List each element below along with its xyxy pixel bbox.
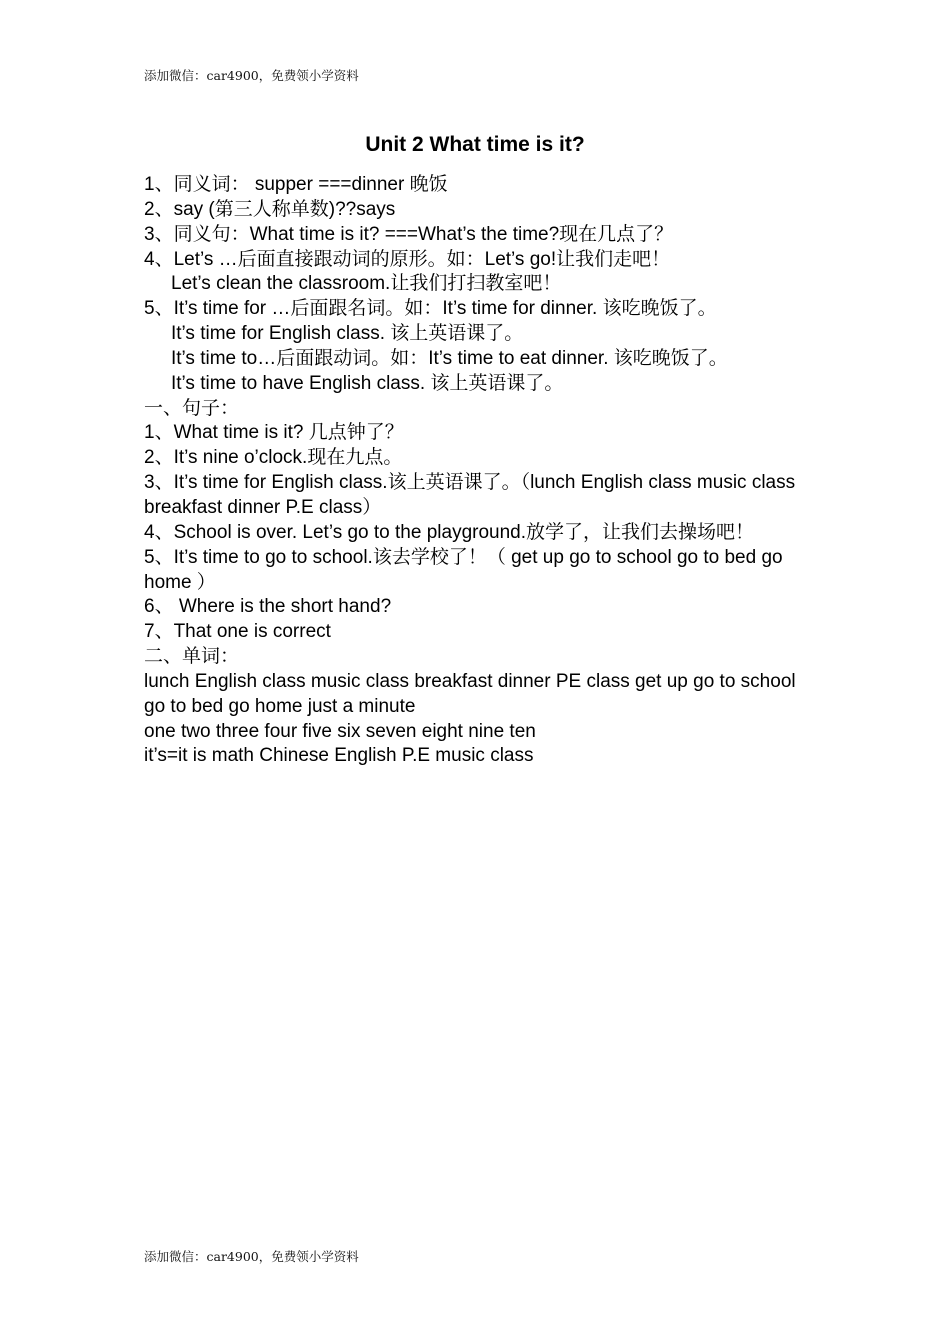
section-heading-sentences: 一、句子： <box>144 397 240 419</box>
number-word-list: one two three four five six seven eight nine ten <box>144 720 536 742</box>
sentence-item: 2、It’s nine o’clock.现在九点。 <box>144 447 403 469</box>
page-header: 添加微信：car4900，免费领小学资料 <box>144 68 359 83</box>
document-title: Unit 2 What time is it? <box>365 133 585 156</box>
lets-example-line: Let’s clean the classroom.让我们打扫教室吧！ <box>171 273 562 295</box>
time-for-rule-line: 5、It’s time for …后面跟名词。如：It’s time for dinner. 该吃晚饭了。 <box>144 298 717 320</box>
page-footer: 添加微信：car4900，免费领小学资料 <box>144 1249 359 1264</box>
time-for-example-line: It’s time for English class. 该上英语课了。 <box>171 323 524 345</box>
synonym-sentence-line: 3、同义句：What time is it? ===What’s the time?现在几点了？ <box>144 223 674 245</box>
sentence-item: 5、It’s time to go to school.该去学校了！（ get up go to school go to bed go home ） <box>144 546 783 593</box>
section-heading-words: 二、单词： <box>144 646 240 668</box>
word-list: lunch English class music class breakfast dinner PE class get up go to school go to bed go home just a minute <box>144 670 796 717</box>
sentence-item: 6、 Where is the short hand? <box>144 596 392 618</box>
lets-rule-line: 4、Let’s …后面直接跟动词的原形。如：Let’s go!让我们走吧！ <box>144 248 671 270</box>
sentence-item: 3、It’s time for English class.该上英语课了。（lunch English class music class breakfast dinner P.E class） <box>144 472 796 518</box>
subject-word-list: it’s=it is math Chinese English P.E music class <box>144 745 534 767</box>
third-person-line: 2、say (第三人称单数)??says <box>144 198 396 220</box>
sentence-item: 7、That one is correct <box>144 621 331 643</box>
synonym-line: 1、同义词： supper ===dinner 晚饭 <box>144 174 448 195</box>
time-to-rule-line: It’s time to…后面跟动词。如：It’s time to eat dinner. 该吃晚饭了。 <box>171 347 728 369</box>
sentence-item: 1、What time is it? 几点钟了？ <box>144 422 404 444</box>
time-to-example-line: It’s time to have English class. 该上英语课了。 <box>171 372 564 394</box>
sentence-item: 4、School is over. Let’s go to the playground.放学了，让我们去操场吧！ <box>144 521 755 543</box>
document-body <box>144 173 816 769</box>
